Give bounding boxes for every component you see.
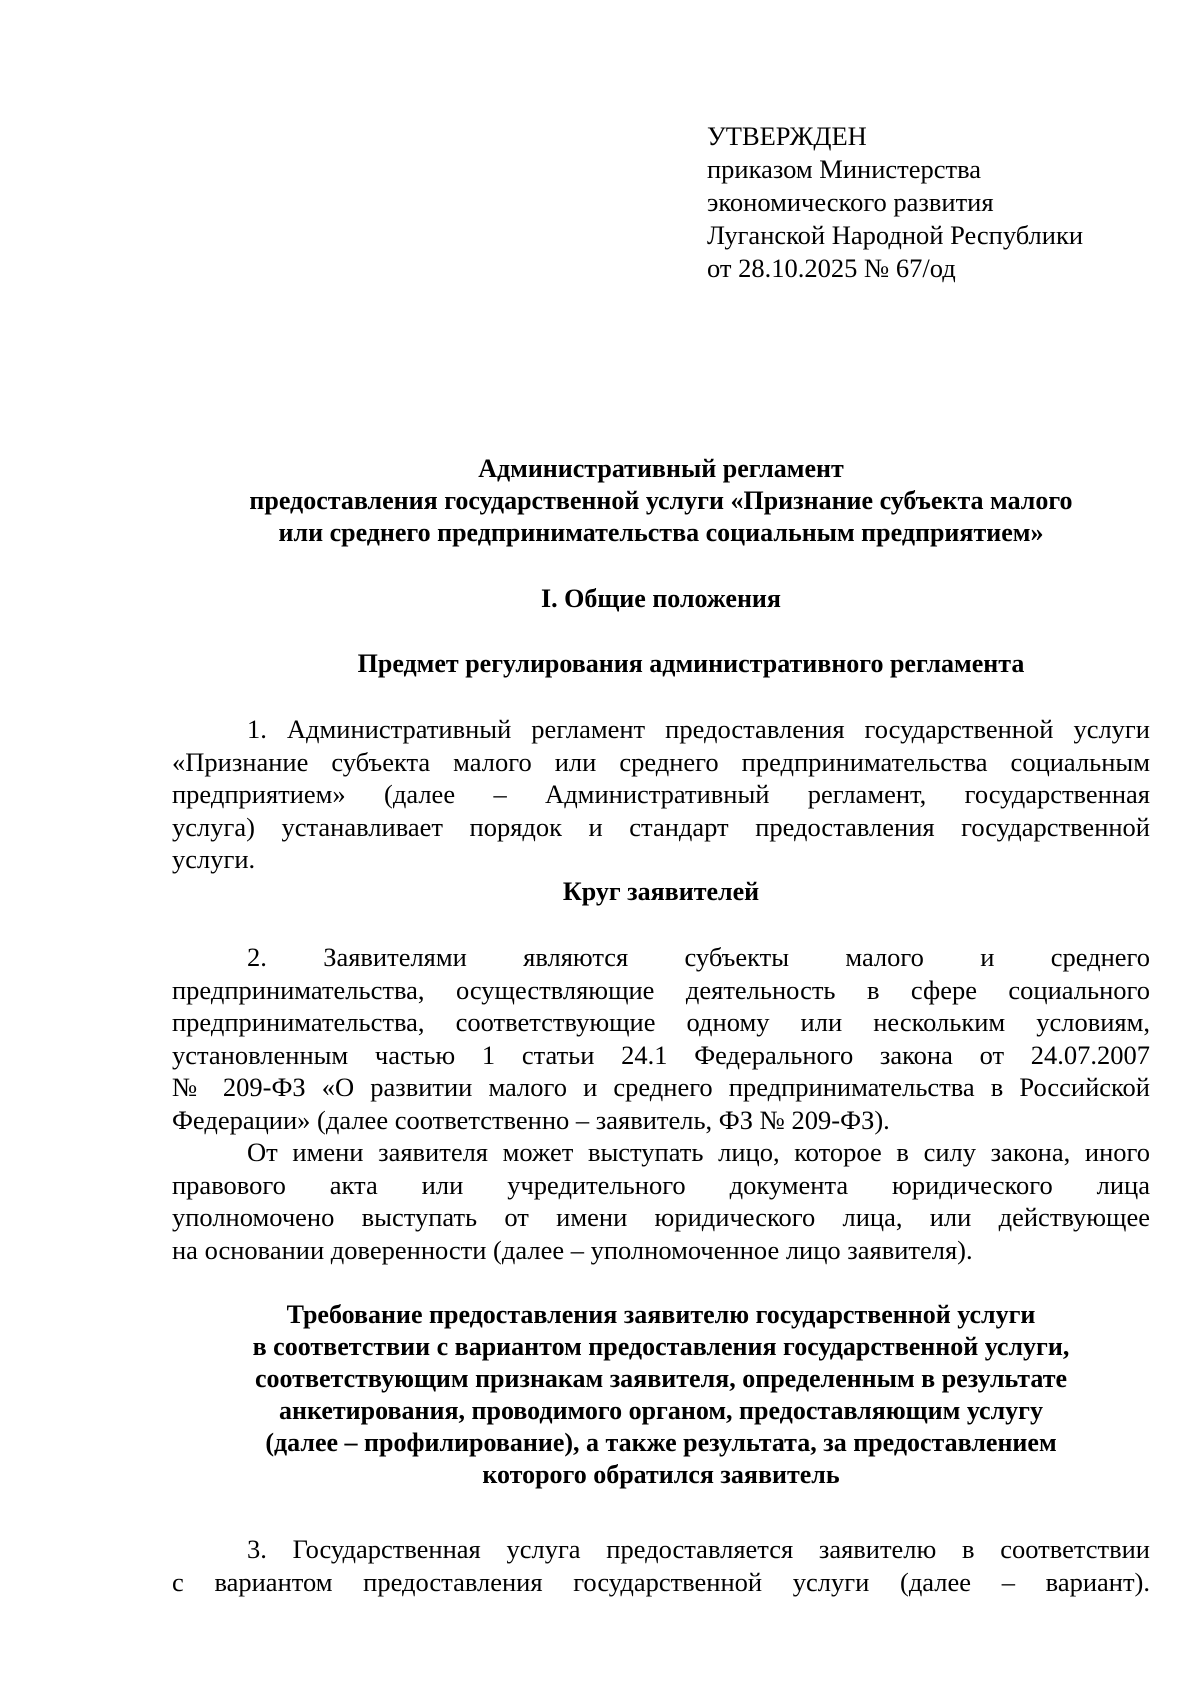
title-line-3: или среднего предпринимательства социальным предприятием» bbox=[278, 518, 1044, 547]
approval-stamp bbox=[707, 120, 1083, 285]
title-line-2: предоставления государственной услуги «Признание субъекта малого bbox=[249, 486, 1073, 515]
requirement-heading-line: Требование предоставления заявителю государственной услуги bbox=[286, 1300, 1036, 1329]
section-heading-general: I. Общие положения bbox=[541, 584, 781, 613]
requirement-heading-line: анкетирования, проводимого органом, предоставляющим услугу bbox=[279, 1396, 1043, 1425]
approval-line-3: экономического развития bbox=[707, 187, 994, 217]
requirement-heading-line: (далее – профилирование), а также результата, за предоставлением bbox=[265, 1428, 1057, 1457]
requirement-heading-line: в соответствии с вариантом предоставления государственной услуги, bbox=[252, 1332, 1070, 1361]
document-title bbox=[172, 453, 1150, 549]
paragraph-4-line: с вариантом предоставления государственной услуги (далее – вариант). bbox=[172, 1566, 1150, 1597]
paragraph-1-line: услуга) устанавливает порядок и стандарт предоставления государственной bbox=[172, 811, 1150, 842]
section-heading-requirement bbox=[172, 1299, 1150, 1491]
paragraph-2-line: предпринимательства, соответствующие одному или нескольким условиям, bbox=[172, 1007, 1150, 1037]
paragraph-1-line: предприятием» (далее – Административный регламент, государственная bbox=[172, 779, 1150, 809]
requirement-heading-line: которого обратился заявитель bbox=[482, 1460, 840, 1489]
approval-line-4: Луганской Народной Республики bbox=[707, 220, 1084, 250]
paragraph-3-line: правового акта или учредительного документа юридического лица bbox=[172, 1169, 1150, 1200]
approval-line-5: от 28.10.2025 № 67/од bbox=[707, 253, 956, 283]
paragraph-2-line: 2. Заявителями являются субъекты малого и среднего bbox=[247, 942, 1150, 972]
paragraph-4 bbox=[172, 1533, 1150, 1598]
paragraph-4-line: 3. Государственная услуга предоставляется заявителю в соответствии bbox=[247, 1534, 1150, 1564]
paragraph-1 bbox=[172, 713, 1150, 876]
paragraph-1-line: «Признание субъекта малого или среднего предпринимательства социальным bbox=[172, 746, 1150, 777]
paragraph-2 bbox=[172, 941, 1150, 1136]
paragraph-2-line: № 209-ФЗ «О развитии малого и среднего предпринимательства в Российской bbox=[172, 1072, 1150, 1102]
paragraph-2-line: предпринимательства, осуществляющие деятельность в сфере социального bbox=[172, 974, 1150, 1005]
approval-line-1: УТВЕРЖДЕН bbox=[707, 121, 867, 151]
paragraph-1-line: услуги. bbox=[172, 844, 256, 874]
paragraph-2-line: установленным частью 1 статьи 24.1 Федерального закона от 24.07.2007 bbox=[172, 1039, 1150, 1070]
paragraph-3 bbox=[172, 1136, 1150, 1266]
section-heading-applicants: Круг заявителей bbox=[562, 877, 760, 906]
paragraph-3-line: От имени заявителя может выступать лицо, которое в силу закона, иного bbox=[247, 1137, 1150, 1167]
paragraph-3-line: на основании доверенности (далее – уполномоченное лицо заявителя). bbox=[172, 1234, 973, 1265]
section-heading-subject: Предмет регулирования административного регламента bbox=[357, 649, 1025, 678]
requirement-heading-line: соответствующим признакам заявителя, определенным в результате bbox=[254, 1364, 1068, 1393]
title-line-1: Административный регламент bbox=[478, 454, 844, 483]
paragraph-1-line: 1. Административный регламент предоставления государственной услуги bbox=[247, 714, 1150, 744]
paragraph-3-line: уполномочено выступать от имени юридического лица, или действующее bbox=[172, 1202, 1150, 1232]
approval-line-2: приказом Министерства bbox=[707, 154, 982, 184]
paragraph-2-line: Федерации» (далее соответственно – заявитель, ФЗ № 209-ФЗ). bbox=[172, 1104, 890, 1135]
